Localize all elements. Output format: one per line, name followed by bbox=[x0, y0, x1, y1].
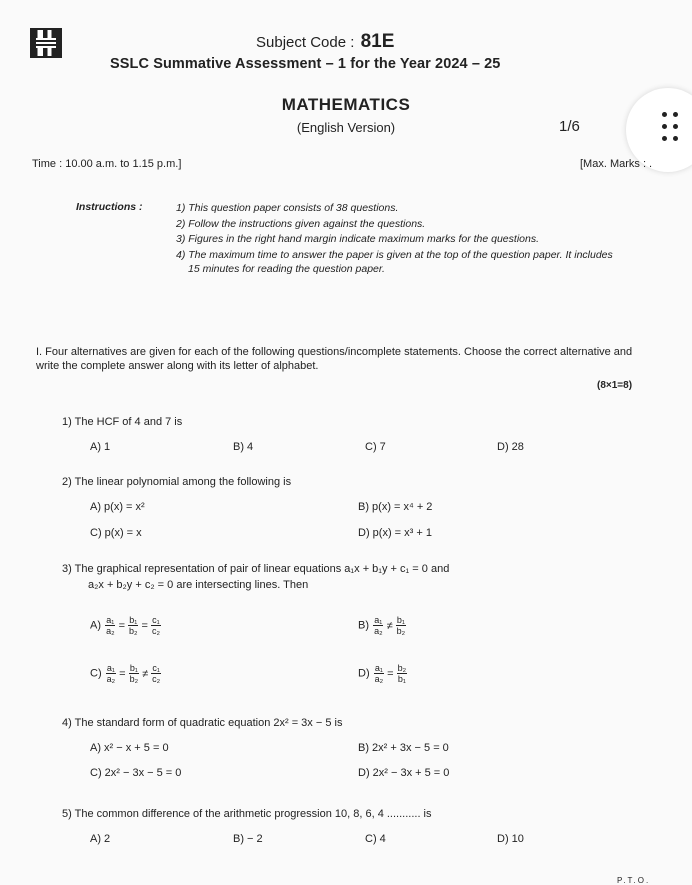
option-d: D) 10 bbox=[497, 833, 524, 845]
option-b: B) 2x² + 3x − 5 = 0 bbox=[358, 742, 449, 754]
time-label: Time : 10.00 a.m. to 1.15 p.m.] bbox=[32, 158, 182, 170]
option-a: A) 2 bbox=[90, 833, 111, 845]
instruction-item: 4) The maximum time to answer the paper is given at the top of the question paper. It includes 15 minutes for reading the question paper. bbox=[176, 248, 613, 275]
section-instructions: I. Four alternatives are given for each of the following questions/incomplete statements. Choose the correct alternative and write the complete answer along with its letter of alphabet. bbox=[36, 346, 633, 372]
subject-code: Subject Code : 81E bbox=[256, 31, 395, 52]
instructions-heading: Instructions : bbox=[76, 201, 143, 213]
subject-title: MATHEMATICS bbox=[281, 95, 411, 114]
option-d: D) 28 bbox=[497, 441, 524, 453]
option-c: C) 7 bbox=[365, 441, 386, 453]
option-a: A) $\frac{\text{a₁}}{\text{a₂}}$ = $\frac{\text{b₁}}{\text{b₂}}$ = $\frac{\text{c₁}}{\text{c₂}}$ bbox=[90, 615, 160, 636]
option-d: D) p(x) = x³ + 1 bbox=[358, 527, 432, 539]
dots-grid-icon bbox=[662, 112, 678, 146]
option-c: C) 2x² − 3x − 5 = 0 bbox=[90, 767, 182, 779]
option-c: C) 4 bbox=[365, 833, 386, 845]
exam-title: SSLC Summative Assessment – 1 for the Year 2024 – 25 bbox=[110, 56, 501, 72]
option-b: B) − 2 bbox=[233, 833, 263, 845]
question-stem: 5) The common difference of the arithmetic progression 10, 8, 6, 4 ........... is bbox=[62, 808, 432, 820]
instruction-item: 3) Figures in the right hand margin indicate maximum marks for the questions. bbox=[176, 233, 539, 245]
max-marks-label: [Max. Marks : . bbox=[580, 158, 653, 170]
barcode-icon bbox=[30, 28, 62, 58]
option-c: C) p(x) = x bbox=[90, 527, 142, 539]
option-a: A) x² − x + 5 = 0 bbox=[90, 742, 169, 754]
option-b: B) p(x) = x⁴ + 2 bbox=[358, 501, 433, 513]
instruction-item: 1) This question paper consists of 38 questions. bbox=[176, 202, 399, 214]
version-label: (English Version) bbox=[296, 120, 396, 135]
option-b: B) 4 bbox=[233, 441, 254, 453]
option-c: C) $\frac{\text{a₁}}{\text{a₂}}$ = $\frac{\text{b₁}}{\text{b₂}}$ ≠ $\frac{\text{c₁}}{\text{c₂}}$ bbox=[90, 663, 161, 684]
instruction-item: 2) Follow the instructions given against the questions. bbox=[176, 217, 426, 230]
option-d: D) $\frac{\text{a₁}}{\text{a₂}}$ = $\frac{\text{b₂}}{\text{b₁}}$ bbox=[358, 663, 407, 684]
section-marks: (8×1=8) bbox=[597, 380, 633, 391]
pto-label: P.T.O. bbox=[617, 876, 651, 885]
question-stem: 4) The standard form of quadratic equation 2x² = 3x − 5 is bbox=[62, 717, 343, 729]
option-d: D) 2x² − 3x + 5 = 0 bbox=[358, 767, 450, 779]
option-a: A) 1 bbox=[90, 441, 111, 453]
option-a: A) p(x) = x² bbox=[90, 501, 145, 513]
question-stem-cont: a₂x + b₂y + c₂ = 0 are intersecting lines. Then bbox=[88, 579, 309, 591]
question-stem: 1) The HCF of 4 and 7 is bbox=[62, 416, 183, 428]
page-indicator: 1/6 bbox=[559, 118, 580, 135]
question-stem: 2) The linear polynomial among the following is bbox=[62, 476, 292, 488]
option-b: B) $\frac{\text{a₁}}{\text{a₂}}$ ≠ $\frac{\text{b₁}}{\text{b₂}}$ bbox=[358, 615, 406, 636]
instructions-list bbox=[176, 201, 626, 278]
question-stem: 3) The graphical representation of pair of linear equations a₁x + b₁y + c₁ = 0 and bbox=[62, 563, 450, 575]
